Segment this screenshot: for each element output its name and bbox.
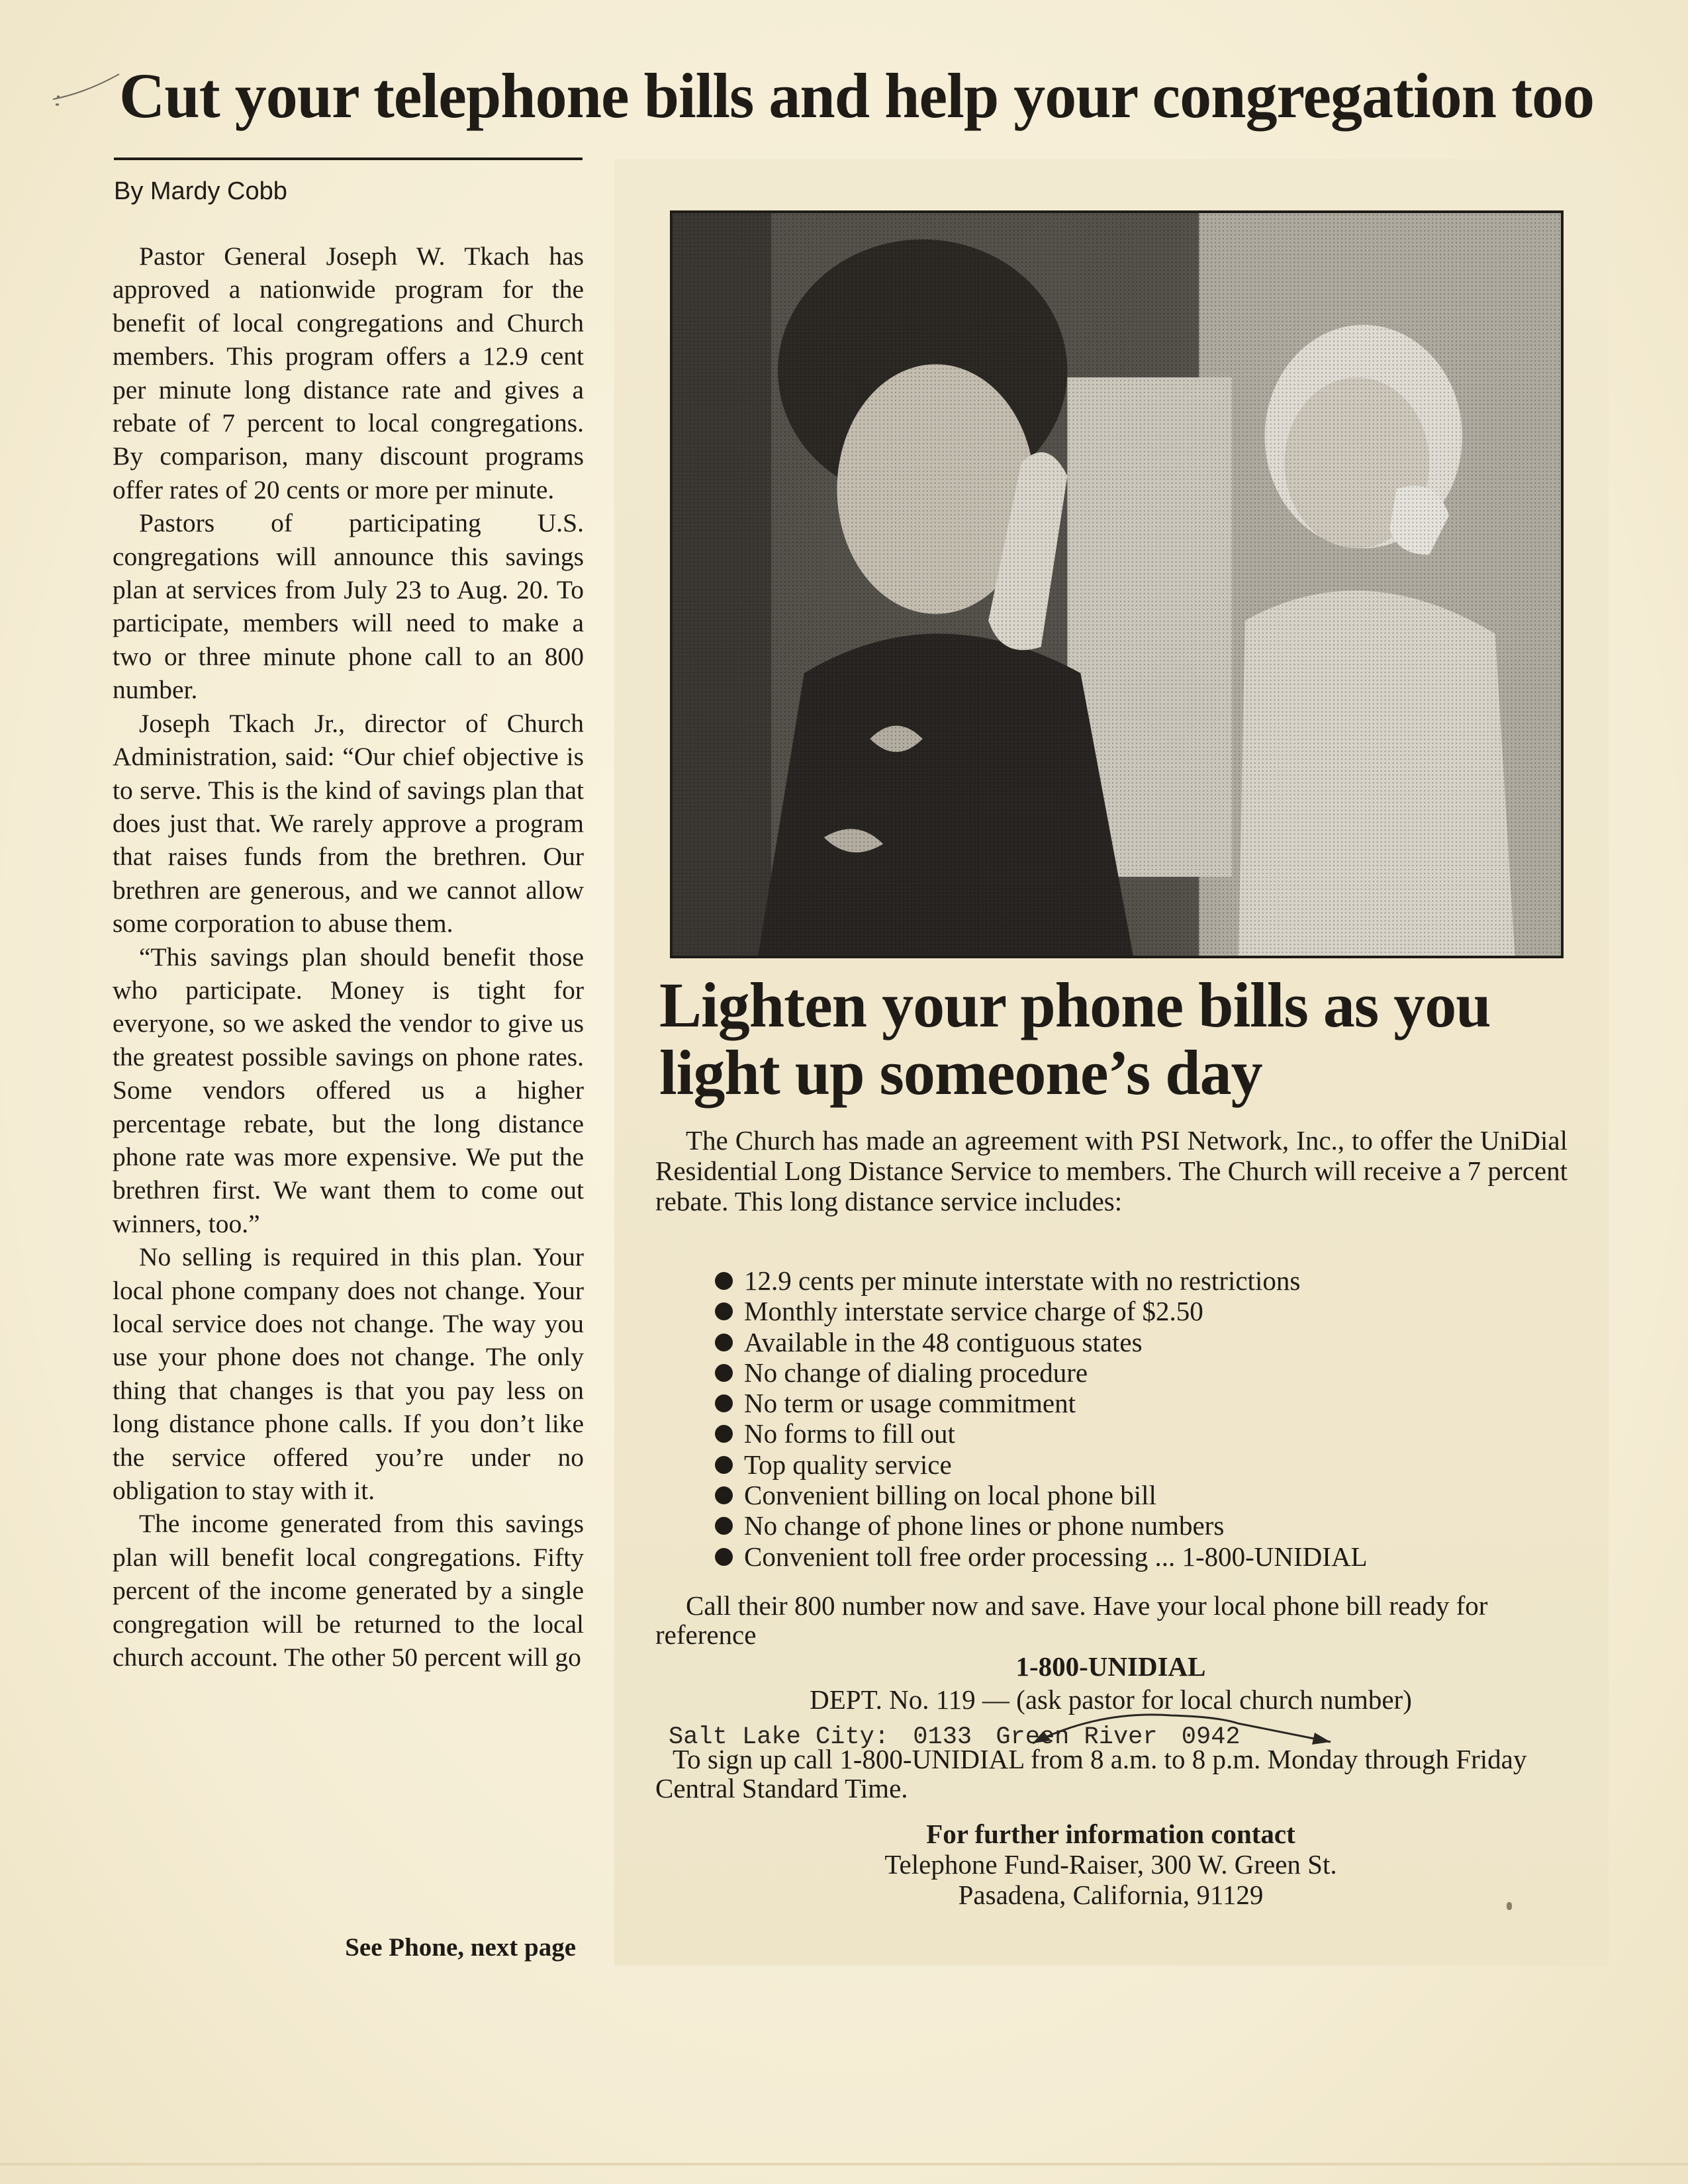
bullet-icon xyxy=(715,1456,733,1474)
bullet-icon xyxy=(715,1517,733,1535)
article-paragraph: The income generated from this savings plan will benefit local congregations. Fifty percent of the income generated by a single congregation will be returned to the local church account. The other 50 percent will go xyxy=(113,1509,584,1672)
list-item: Top quality service xyxy=(715,1449,1575,1480)
bullet-icon xyxy=(715,1394,733,1412)
pencil-mark xyxy=(46,73,126,113)
ad-headline: Lighten your phone bills as you light up someone’s day xyxy=(659,970,1491,1108)
bullet-icon xyxy=(715,1486,733,1504)
city-label: Salt Lake City: xyxy=(669,1723,890,1751)
byline: By Mardy Cobb xyxy=(114,177,287,205)
article-paragraph: Pastor General Joseph W. Tkach has approved a nationwide program for the benefit of local congregations and Church members. This program offers a 12.9 cent per minute long distance rate and gives a rebate of 7 percent to local congregations. By comparison, many discount programs offer rates of 20 cents or more per minute. xyxy=(113,242,584,504)
list-item: 12.9 cents per minute interstate with no restrictions xyxy=(715,1265,1575,1296)
list-item: No forms to fill out xyxy=(715,1418,1575,1449)
bullet-icon xyxy=(715,1425,733,1443)
article-paragraph: Joseph Tkach Jr., director of Church Administration, said: “Our chief objective is to serve. This is the kind of savings plan that does just that. We rarely approve a program that raises funds from the brethren. Our brethren are generous, and we cannot allow some corporation to abuse them. xyxy=(113,708,584,938)
church-code: 0133 xyxy=(913,1723,972,1751)
list-item: Convenient billing on local phone bill xyxy=(715,1480,1575,1510)
stray-mark xyxy=(1507,1902,1512,1910)
article-paragraph: No selling is required in this plan. Your local phone company does not change. Your local service does not change. The way you use your phone does not change. The only thing that changes is that you pay less on long distance phone calls. If you don’t like the service offered you’re under no obligation to stay with it. xyxy=(113,1242,584,1506)
ad-intro: The Church has made an agreement with PSI Network, Inc., to offer the UniDial Residential Long Distance Service to members. The Church will receive a 7 percent rebate. This long distance service includes: xyxy=(655,1125,1568,1216)
city-label: Green River xyxy=(996,1723,1158,1751)
bullet-icon xyxy=(715,1548,733,1566)
article-paragraph: Pastors of participating U.S. congregations will announce this savings plan at services from July 23 to Aug. 20. To participate, members will need to make a two or three minute phone call to an 800 number. xyxy=(113,508,584,705)
headline-rule xyxy=(114,158,583,160)
paper-crease xyxy=(0,2163,1688,2165)
article-paragraph: “This savings plan should benefit those who participate. Money is tight for everyone, so we asked the vendor to give us the greatest possible savings on phone rates. Some vendors offered us a higher percentage rebate, but the long distance phone rate was more expensive. We put the brethren first. We want them to come out winners, too.” xyxy=(113,942,584,1238)
article-headline: Cut your telephone bills and help your congregation too xyxy=(119,60,1594,131)
list-item: No change of phone lines or phone numbers xyxy=(715,1510,1575,1541)
bullet-icon xyxy=(715,1302,733,1320)
church-code: 0942 xyxy=(1181,1723,1241,1751)
dept-number: DEPT. No. 119 — (ask pastor for local church number) xyxy=(810,1684,1412,1715)
contact-address-line: Telephone Fund-Raiser, 300 W. Green St. xyxy=(884,1849,1337,1880)
continuation-line: See Phone, next page xyxy=(345,1933,576,1962)
list-item: No change of dialing procedure xyxy=(715,1357,1575,1388)
contact-address-line: Pasadena, California, 91129 xyxy=(958,1880,1264,1910)
phone-number: 1-800-UNIDIAL xyxy=(1015,1651,1206,1682)
contact-block xyxy=(655,1819,1566,1910)
article-body xyxy=(113,240,584,1674)
list-item: Available in the 48 contiguous states xyxy=(715,1327,1575,1357)
bullet-icon xyxy=(715,1364,733,1382)
signup-instructions: To sign up call 1-800-UNIDIAL from 8 a.m. to 8 p.m. Monday through Friday Central Standard Time. xyxy=(655,1744,1527,1803)
call-to-action: Call their 800 number now and save. Have your local phone bill ready for reference xyxy=(655,1590,1488,1650)
list-item: Convenient toll free order processing ... 1-800-UNIDIAL xyxy=(715,1541,1575,1572)
bullet-icon xyxy=(715,1272,733,1290)
feature-list xyxy=(715,1265,1575,1572)
ad-photo xyxy=(670,210,1564,958)
list-item: Monthly interstate service charge of $2.50 xyxy=(715,1296,1575,1326)
bullet-icon xyxy=(715,1334,733,1351)
list-item: No term or usage commitment xyxy=(715,1388,1575,1418)
contact-heading: For further information contact xyxy=(926,1819,1295,1849)
